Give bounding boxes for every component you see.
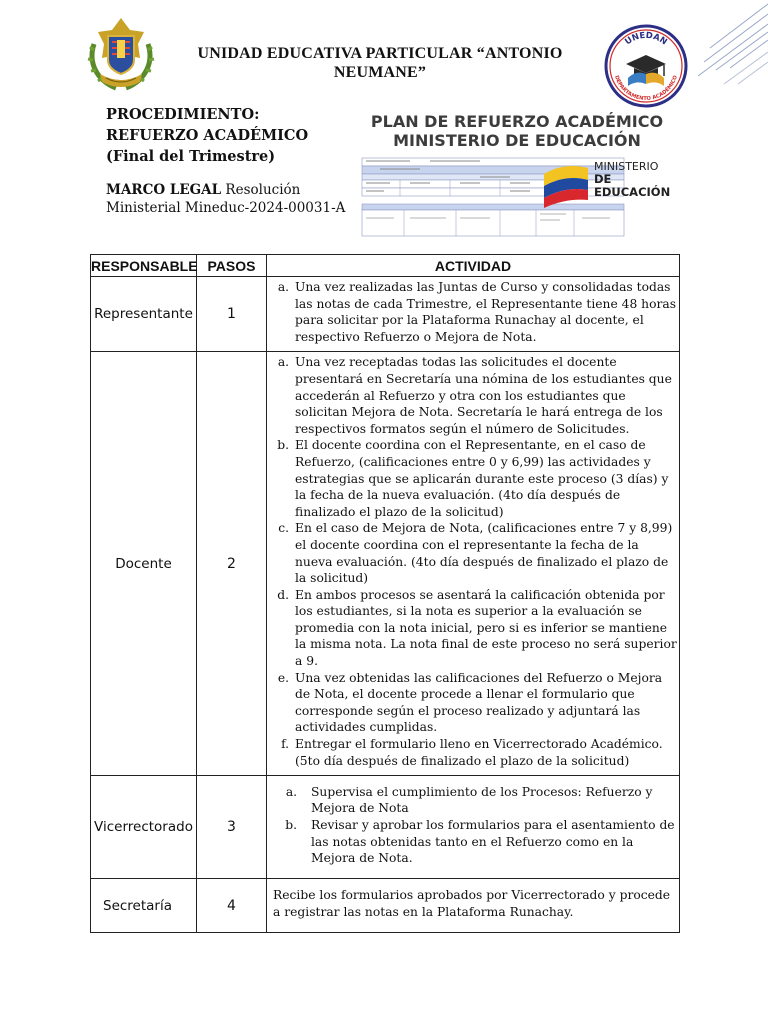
ministry-brand bbox=[542, 158, 678, 208]
plan-title-line2: MINISTERIO DE EDUCACIÓN bbox=[393, 131, 641, 150]
activity-item: a. Una vez realizadas las Juntas de Curso y consolidadas todas las notas de cada Trimestre, el Representante tiene 48 horas para solicitar por la Plataforma Runachay al docente, el respectivo Refuerzo o Mejora de Nota. bbox=[293, 279, 677, 345]
legal-text: Resolución Ministerial Mineduc-2024-00031-A bbox=[106, 182, 346, 216]
procedure-table bbox=[90, 254, 680, 933]
activity-text: Recibe los formularios aprobados por Vicerrectorado y procede a registrar las notas en la Plataforma Runachay. bbox=[273, 888, 671, 919]
ministry-brand-mark bbox=[542, 158, 592, 208]
school-crest-logo bbox=[86, 14, 156, 92]
table-row bbox=[91, 277, 680, 352]
row-step: 4 bbox=[197, 879, 267, 933]
activity-item: a. Una vez receptadas todas las solicitudes el docente presentará en Secretaría una nómina de los estudiantes que accederán al Refuerzo y otra con los estudiantes que solicitan Mejora de Nota. Secretaría le hará entrega de los respectivos formatos según el número de Solicitudes. bbox=[293, 354, 677, 437]
activity-item: b. El docente coordina con el Representante, en el caso de Refuerzo, (calificaciones entre 0 y 6,99) las actividades y estrategias que se aplicarán durante este proceso (3 días) y la fecha de la nueva evaluación. (4to día después de finalizado el plazo de la solicitud) bbox=[293, 437, 677, 520]
activity-item: b. Revisar y aprobar los formularios para el asentamiento de las notas obtenidas tanto en el Refuerzo como en la Mejora de Nota. bbox=[301, 817, 677, 867]
row-activity bbox=[267, 352, 680, 776]
right-logo-top-text: UNEDAN bbox=[623, 30, 669, 48]
brand-line2: DE EDUCACIÓN bbox=[594, 172, 671, 199]
table-row bbox=[91, 879, 680, 933]
ministry-brand-text bbox=[594, 160, 678, 199]
activity-item: f. Entregar el formulario lleno en Vicerrectorado Académico. (5to día después de finalizado el plazo de la solicitud) bbox=[293, 736, 677, 769]
activity-item: c. En el caso de Mejora de Nota, (calificaciones entre 7 y 8,99) el docente coordina con el representante la fecha de la nueva evaluación. (4to día después de finalizado el plazo de la solicitud) bbox=[293, 520, 677, 586]
row-responsible: Secretaría bbox=[91, 879, 197, 933]
row-responsible: Docente bbox=[91, 352, 197, 776]
legal-label: MARCO LEGAL bbox=[106, 182, 222, 198]
row-responsible: Vicerrectorado bbox=[91, 776, 197, 879]
academic-department-logo bbox=[604, 24, 688, 108]
row-step: 2 bbox=[197, 352, 267, 776]
table-row bbox=[91, 352, 680, 776]
row-activity bbox=[267, 776, 680, 879]
activity-item: a. Supervisa el cumplimiento de los Procesos: Refuerzo y Mejora de Nota bbox=[301, 784, 677, 817]
activity-list bbox=[271, 784, 677, 867]
row-step: 3 bbox=[197, 776, 267, 879]
right-logo-bottom-text: DEPARTAMENTO ACADÉMICO bbox=[613, 74, 679, 103]
decorative-lines bbox=[690, 0, 768, 110]
plan-image bbox=[358, 108, 678, 240]
activity-item: e. Una vez obtenidas las calificaciones del Refuerzo o Mejora de Nota, el docente procede a llenar el formulario que corresponde según el proceso realizado y adjuntará las actividades cumplidas. bbox=[293, 670, 677, 736]
brand-line1: MINISTERIO bbox=[594, 160, 659, 173]
table-header-row bbox=[91, 255, 680, 277]
plan-title-line1: PLAN DE REFUERZO ACADÉMICO bbox=[370, 112, 664, 131]
procedure-title: PROCEDIMIENTO: REFUERZO ACADÉMICO (Final del Trimestre) bbox=[106, 106, 309, 165]
header-activity: ACTIVIDAD bbox=[267, 255, 680, 277]
activity-list bbox=[271, 354, 677, 769]
table-row bbox=[91, 776, 680, 879]
header-steps: PASOS bbox=[197, 255, 267, 277]
school-title: UNIDAD EDUCATIVA PARTICULAR “ANTONIO NEUMANE” bbox=[197, 45, 563, 81]
activity-list bbox=[271, 279, 677, 345]
plan-image-title bbox=[358, 112, 676, 150]
header-responsible: RESPONSABLE bbox=[91, 255, 197, 277]
activity-item: d. En ambos procesos se asentará la calificación obtenida por los estudiantes, si la nota es superior a la evaluación se promedia con la nota inicial, pero si es inferior se mantiene la misma nota. La nota final de este proceso no será superior a 9. bbox=[293, 587, 677, 670]
row-step: 1 bbox=[197, 277, 267, 352]
row-responsible: Representante bbox=[91, 277, 197, 352]
row-activity bbox=[267, 277, 680, 352]
legal-framework bbox=[106, 181, 356, 217]
row-activity bbox=[267, 879, 680, 933]
